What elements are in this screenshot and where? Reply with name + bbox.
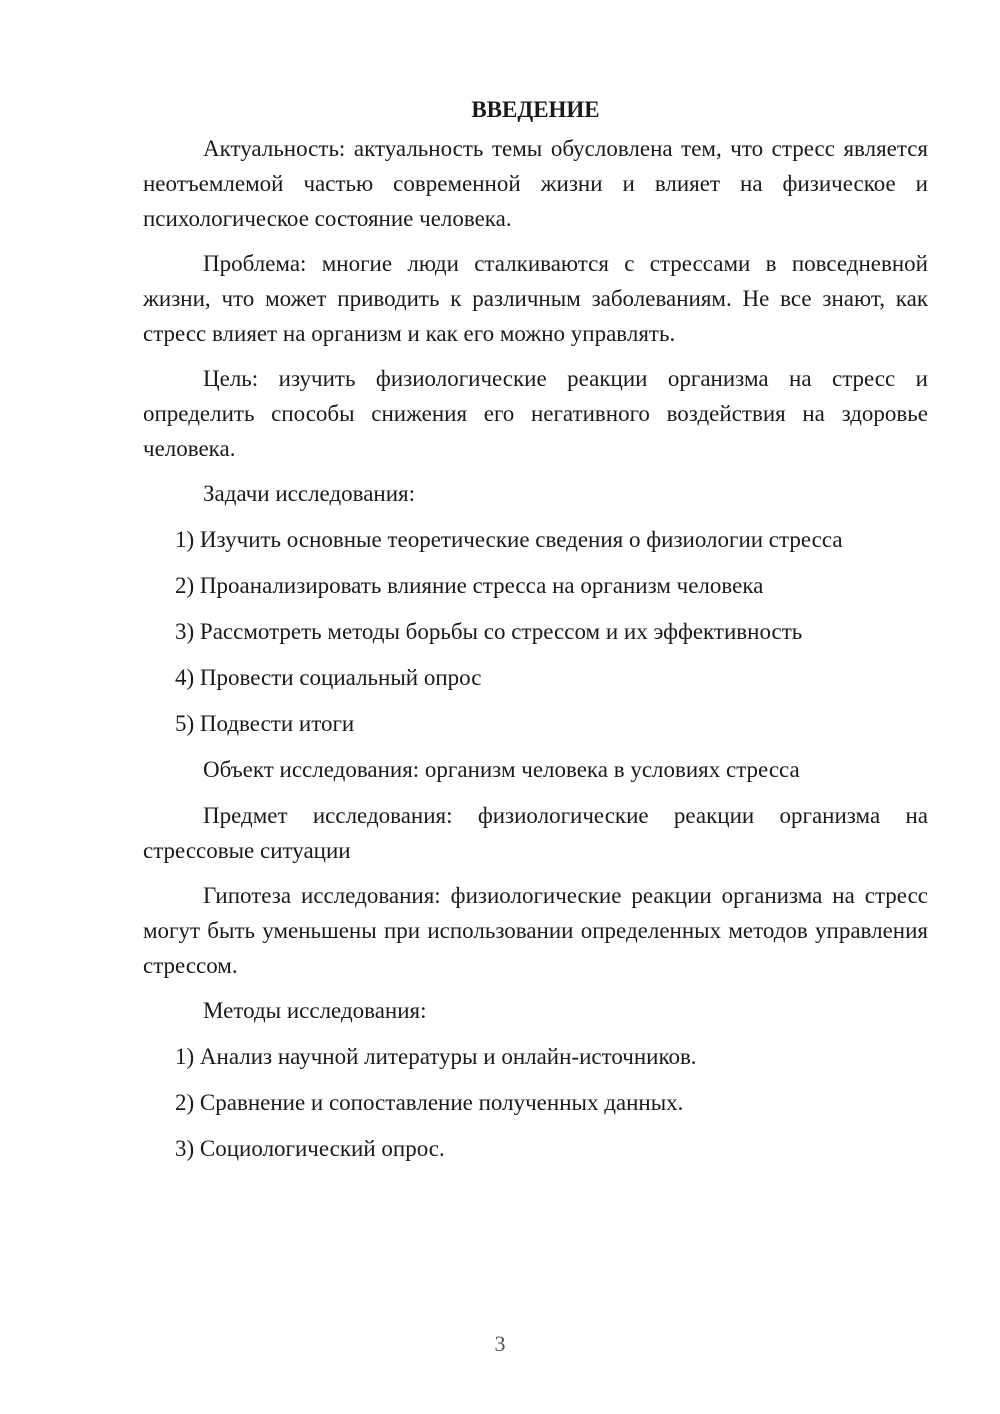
relevance-paragraph: Актуальность: актуальность темы обусловлена тем, что стресс является неотъемлемой частью современной жизни и влияет на физическое и психологическое состояние человека. bbox=[143, 136, 928, 231]
list-item: 5) Подвести итоги bbox=[175, 711, 355, 736]
problem-paragraph: Проблема: многие люди сталкиваются с стрессами в повседневной жизни, что может приводить к различным заболеваниям. Не все знают, как стресс влияет на организм и как его можно управлять. bbox=[143, 251, 928, 346]
list-item: 3) Социологический опрос. bbox=[175, 1136, 445, 1161]
hypothesis-paragraph: Гипотеза исследования: физиологические реакции организма на стресс могут быть уменьшены при использовании определенных методов управления стрессом. bbox=[143, 883, 928, 978]
subject-paragraph: Предмет исследования: физиологические реакции организма на стрессовые ситуации bbox=[143, 803, 928, 863]
tasks-title: Задачи исследования: bbox=[203, 481, 416, 506]
methods-title: Методы исследования: bbox=[203, 998, 427, 1023]
page-number: 3 bbox=[494, 1331, 506, 1356]
page-content bbox=[143, 92, 928, 1177]
list-item: 3) Рассмотреть методы борьбы со стрессом и их эффективность bbox=[175, 619, 803, 644]
goal-paragraph: Цель: изучить физиологические реакции организма на стресс и определить способы снижения его негативного воздействия на здоровье человека. bbox=[143, 366, 928, 461]
section-heading: ВВЕДЕНИЕ bbox=[471, 97, 600, 122]
list-item: 2) Проанализировать влияние стресса на организм человека bbox=[175, 573, 764, 598]
object-paragraph: Объект исследования: организм человека в условиях стресса bbox=[203, 757, 800, 782]
list-item: 1) Анализ научной литературы и онлайн-источников. bbox=[175, 1044, 697, 1069]
list-item: 1) Изучить основные теоретические сведения о физиологии стресса bbox=[175, 527, 843, 552]
list-item: 4) Провести социальный опрос bbox=[175, 665, 482, 690]
tasks-list bbox=[143, 522, 928, 741]
methods-list bbox=[143, 1039, 928, 1166]
list-item: 2) Сравнение и сопоставление полученных данных. bbox=[175, 1090, 684, 1115]
